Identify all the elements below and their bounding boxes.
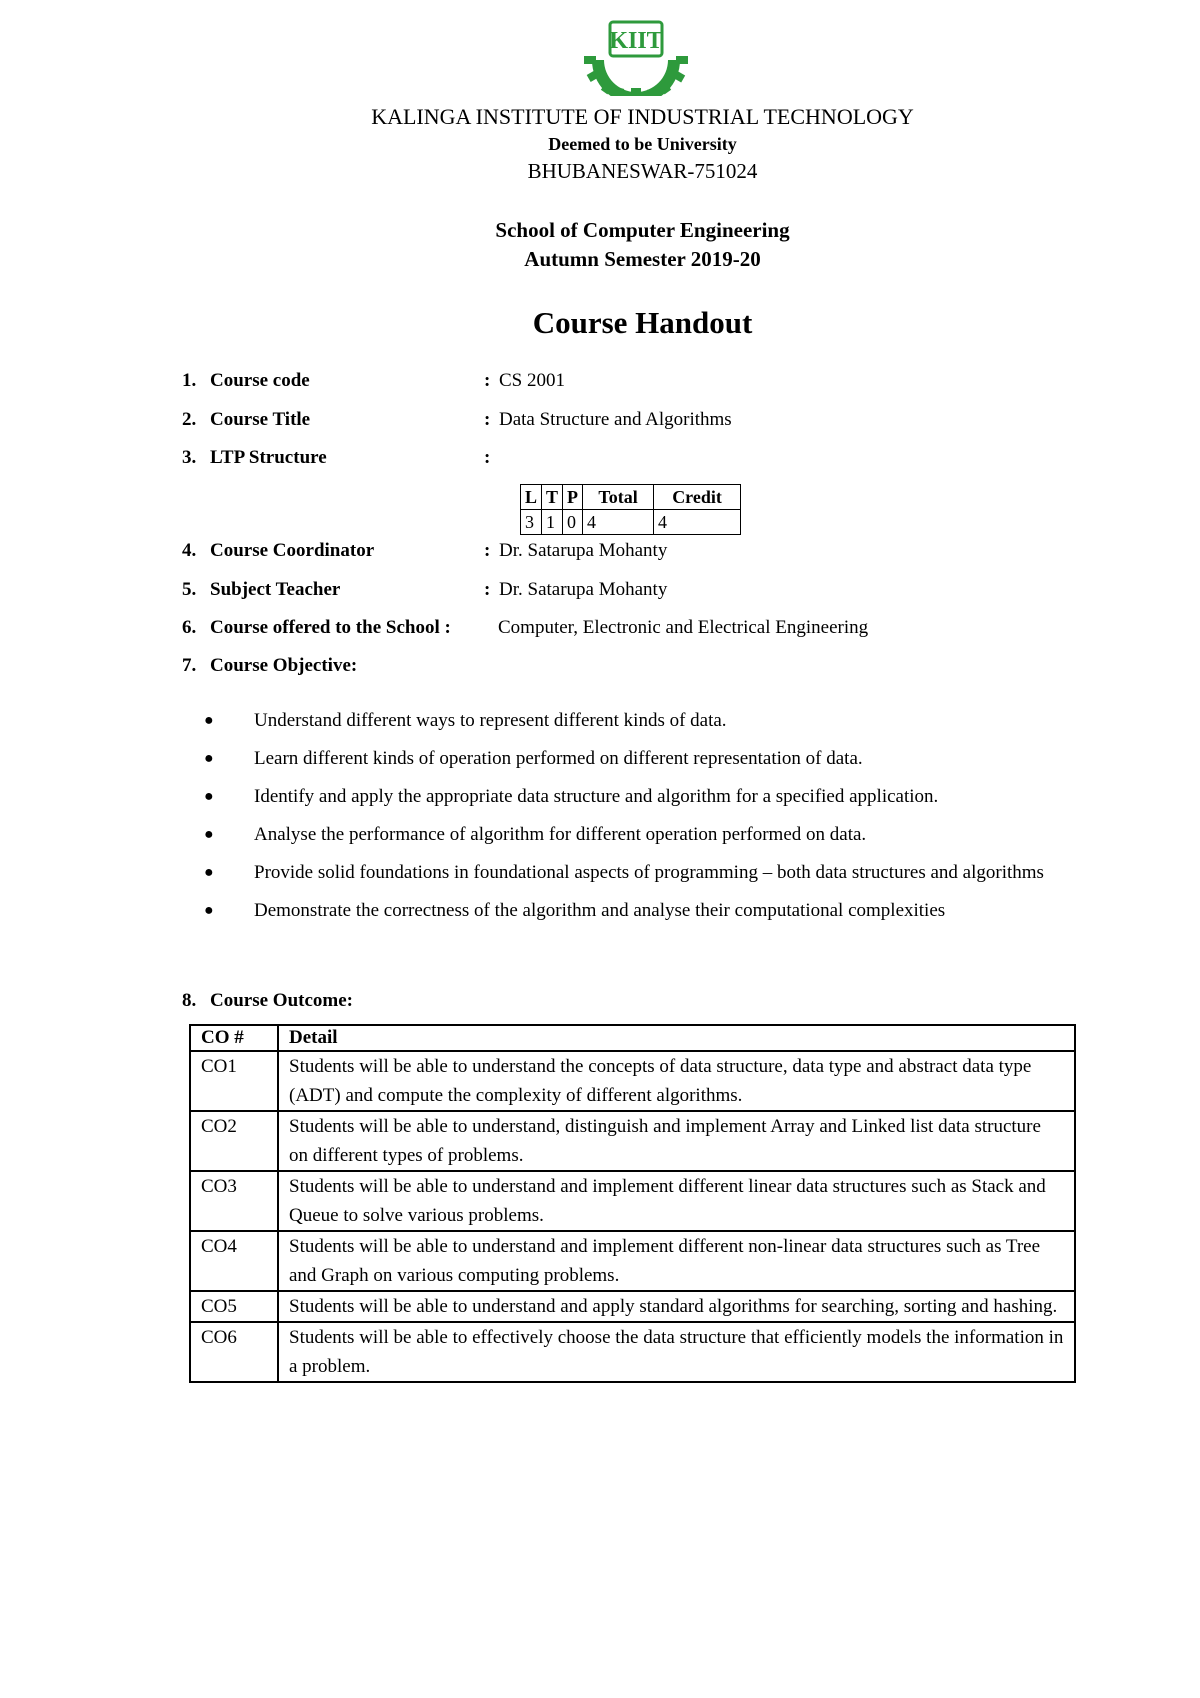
ltp-header-cell: L [521,485,542,510]
bullet-icon: ● [204,902,214,919]
item-number: 2. [182,409,197,430]
co-code-cell: CO1 [190,1051,278,1111]
course-coordinator-label: Course Coordinator [210,540,375,561]
ltp-header-cell: P [563,485,583,510]
kiit-logo [578,16,694,96]
co-code-cell: CO2 [190,1111,278,1171]
item-number: 4. [182,540,197,561]
table-row [190,1051,1075,1111]
objective-text: Understand different ways to represent different kinds of data. [254,710,727,731]
list-item [204,854,1104,892]
co-code-cell: CO6 [190,1322,278,1382]
school-name: School of Computer Engineering [495,218,790,242]
subject-teacher-value: Dr. Satarupa Mohanty [499,579,668,600]
course-title-value: Data Structure and Algorithms [499,409,732,430]
separator-colon: : [484,540,491,561]
co-detail-cell: Students will be able to understand and apply standard algorithms for searching, sorting and hashing. [278,1291,1075,1322]
list-item [204,740,1104,778]
co-detail-cell: Students will be able to effectively choose the data structure that efficiently models the information in a problem. [278,1322,1075,1382]
ltp-header-cell: Credit [654,485,741,510]
bullet-icon: ● [204,864,214,881]
subject-teacher-label: Subject Teacher [210,579,341,600]
course-code-value: CS 2001 [499,370,565,391]
co-detail-cell: Students will be able to understand, distinguish and implement Array and Linked list data structure on different types of problems. [278,1111,1075,1171]
item-number: 5. [182,579,197,600]
course-outcome-table [189,1024,1076,1383]
city-address: BHUBANESWAR-751024 [527,159,758,183]
svg-text:KIIT: KIIT [609,28,663,54]
objective-text: Identify and apply the appropriate data structure and algorithm for a specified application. [254,786,939,807]
separator-colon: : [484,579,491,600]
ltp-structure-label: LTP Structure [210,447,327,468]
ltp-value-row [521,510,741,535]
list-item [204,816,1104,854]
objective-text: Learn different kinds of operation performed on different representation of data. [254,748,863,769]
objectives-list [204,702,1104,930]
institute-name: KALINGA INSTITUTE OF INDUSTRIAL TECHNOLOGY [371,104,914,129]
course-code-label: Course code [210,370,310,391]
ltp-header-cell: T [542,485,563,510]
co-code-cell: CO3 [190,1171,278,1231]
course-outcome-label: Course Outcome: [210,990,353,1011]
ltp-value-cell: 1 [542,510,563,535]
separator-colon: : [484,370,491,391]
co-detail-cell: Students will be able to understand the concepts of data structure, data type and abstract data type (ADT) and compute the complexity of different algorithms. [278,1051,1075,1111]
co-code-cell: CO4 [190,1231,278,1291]
item-number: 3. [182,447,197,468]
course-coordinator-value: Dr. Satarupa Mohanty [499,540,668,561]
separator-colon: : [484,447,491,468]
ltp-value-cell: 4 [583,510,654,535]
deemed-university-label: Deemed to be University [548,134,737,154]
co-detail-cell: Students will be able to understand and implement different linear data structures such as Stack and Queue to solve various problems. [278,1171,1075,1231]
table-header-row [190,1025,1075,1051]
list-item [204,778,1104,816]
table-row [190,1111,1075,1171]
objective-text: Demonstrate the correctness of the algorithm and analyse their computational complexities [254,900,946,921]
ltp-header-row [521,485,741,510]
item-number: 8. [182,990,197,1011]
ltp-header-cell: Total [583,485,654,510]
ltp-value-cell: 4 [654,510,741,535]
page-title: Course Handout [532,305,753,340]
course-objective-label: Course Objective: [210,655,358,676]
table-row [190,1171,1075,1231]
item-number: 6. [182,617,197,638]
objective-text: Analyse the performance of algorithm for different operation performed on data. [254,824,867,845]
bullet-icon: ● [204,826,214,843]
item-number: 7. [182,655,197,676]
course-offered-label: Course offered to the School : [210,617,451,638]
course-offered-value: Computer, Electronic and Electrical Engineering [498,617,869,638]
table-row [190,1291,1075,1322]
co-code-cell: CO5 [190,1291,278,1322]
ltp-value-cell: 0 [563,510,583,535]
detail-header: Detail [278,1025,1075,1051]
table-row [190,1231,1075,1291]
ltp-table [520,484,741,535]
ltp-value-cell: 3 [521,510,542,535]
separator-colon: : [484,409,491,430]
co-detail-cell: Students will be able to understand and implement different non-linear data structures such as Tree and Graph on various computing problems. [278,1231,1075,1291]
co-number-header: CO # [190,1025,278,1051]
bullet-icon: ● [204,788,214,805]
bullet-icon: ● [204,750,214,767]
objective-text: Provide solid foundations in foundational aspects of programming – both data structures and algorithms [254,862,1044,883]
list-item [204,702,1104,740]
table-row [190,1322,1075,1382]
bullet-icon: ● [204,712,214,729]
course-title-label: Course Title [210,409,311,430]
list-item [204,892,1104,930]
semester: Autumn Semester 2019-20 [524,247,761,271]
item-number: 1. [182,370,197,391]
